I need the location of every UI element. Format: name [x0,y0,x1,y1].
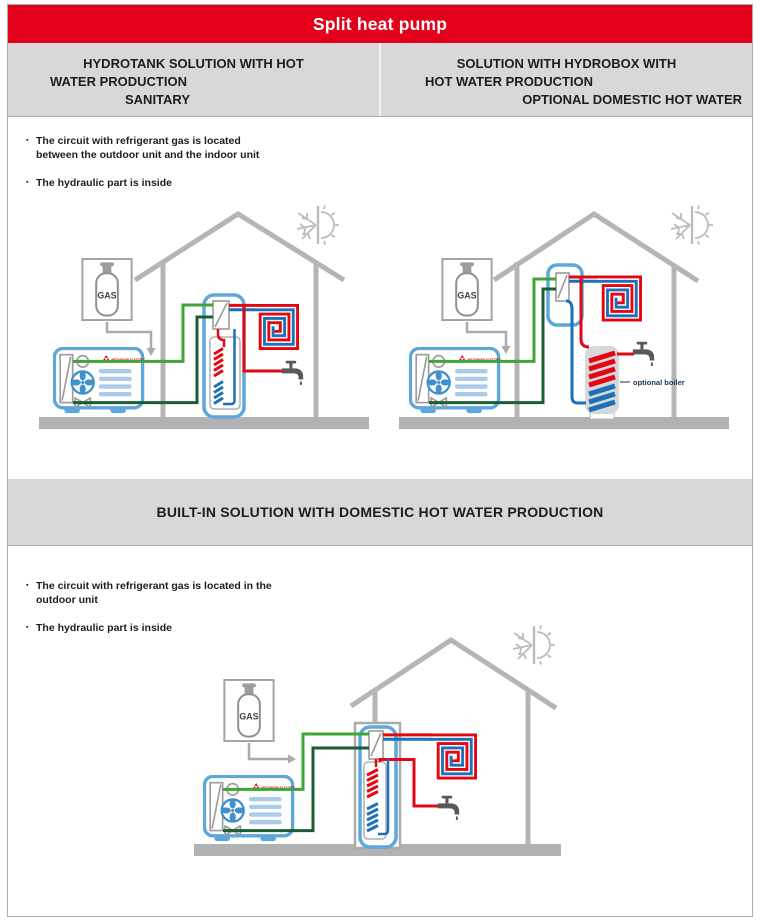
heading-hydrotank [8,43,379,116]
hydrotank-unit [204,295,244,417]
diagram-hydrobox-solution [391,201,736,441]
page-title: Split heat pump [312,13,448,34]
ground [399,417,729,429]
heading-hydrobox [381,43,752,116]
section-builtin-diagram [8,546,752,916]
header-bar [8,5,752,43]
section-split-diagrams [8,117,752,479]
column-headings [8,43,752,117]
section-builtin-heading [8,479,752,546]
heading-line: SANITARY [125,91,190,107]
optional-boiler-label: optional boiler [633,378,685,387]
heading-line: HOT WATER PRODUCTION [425,73,594,89]
heading-line: SOLUTION WITH HYDROBOX WITH [456,56,677,71]
heading-line: HYDROTANK SOLUTION WITH HOT [83,56,304,71]
boiler-tank [585,346,619,419]
note-item: ▪ The hydraulic part is inside [26,177,266,191]
note-item: ▪ The circuit with refrigerant gas is located between the outdoor unit and the indoor unit [26,135,266,162]
builtin-title: BUILT-IN SOLUTION WITH DOMESTIC HOT WATER PRODUCTION [156,504,604,520]
ground [39,417,369,429]
gas-supply-line [249,743,296,764]
note-item: ▪ The hydraulic part is inside [26,622,278,636]
heading-line: OPTIONAL DOMESTIC HOT WATER [522,91,742,107]
notes-top [26,135,266,206]
note-item: ▪ The circuit with refrigerant gas is located in the outdoor unit [26,580,278,607]
boiler-feed-line [581,277,589,347]
diagram-hydrotank-solution [31,201,376,441]
hydrobox-unit [548,265,582,325]
content-frame [7,4,753,917]
diagram-builtin-solution [151,619,611,887]
heading-line: WATER PRODUCTION [50,73,187,89]
